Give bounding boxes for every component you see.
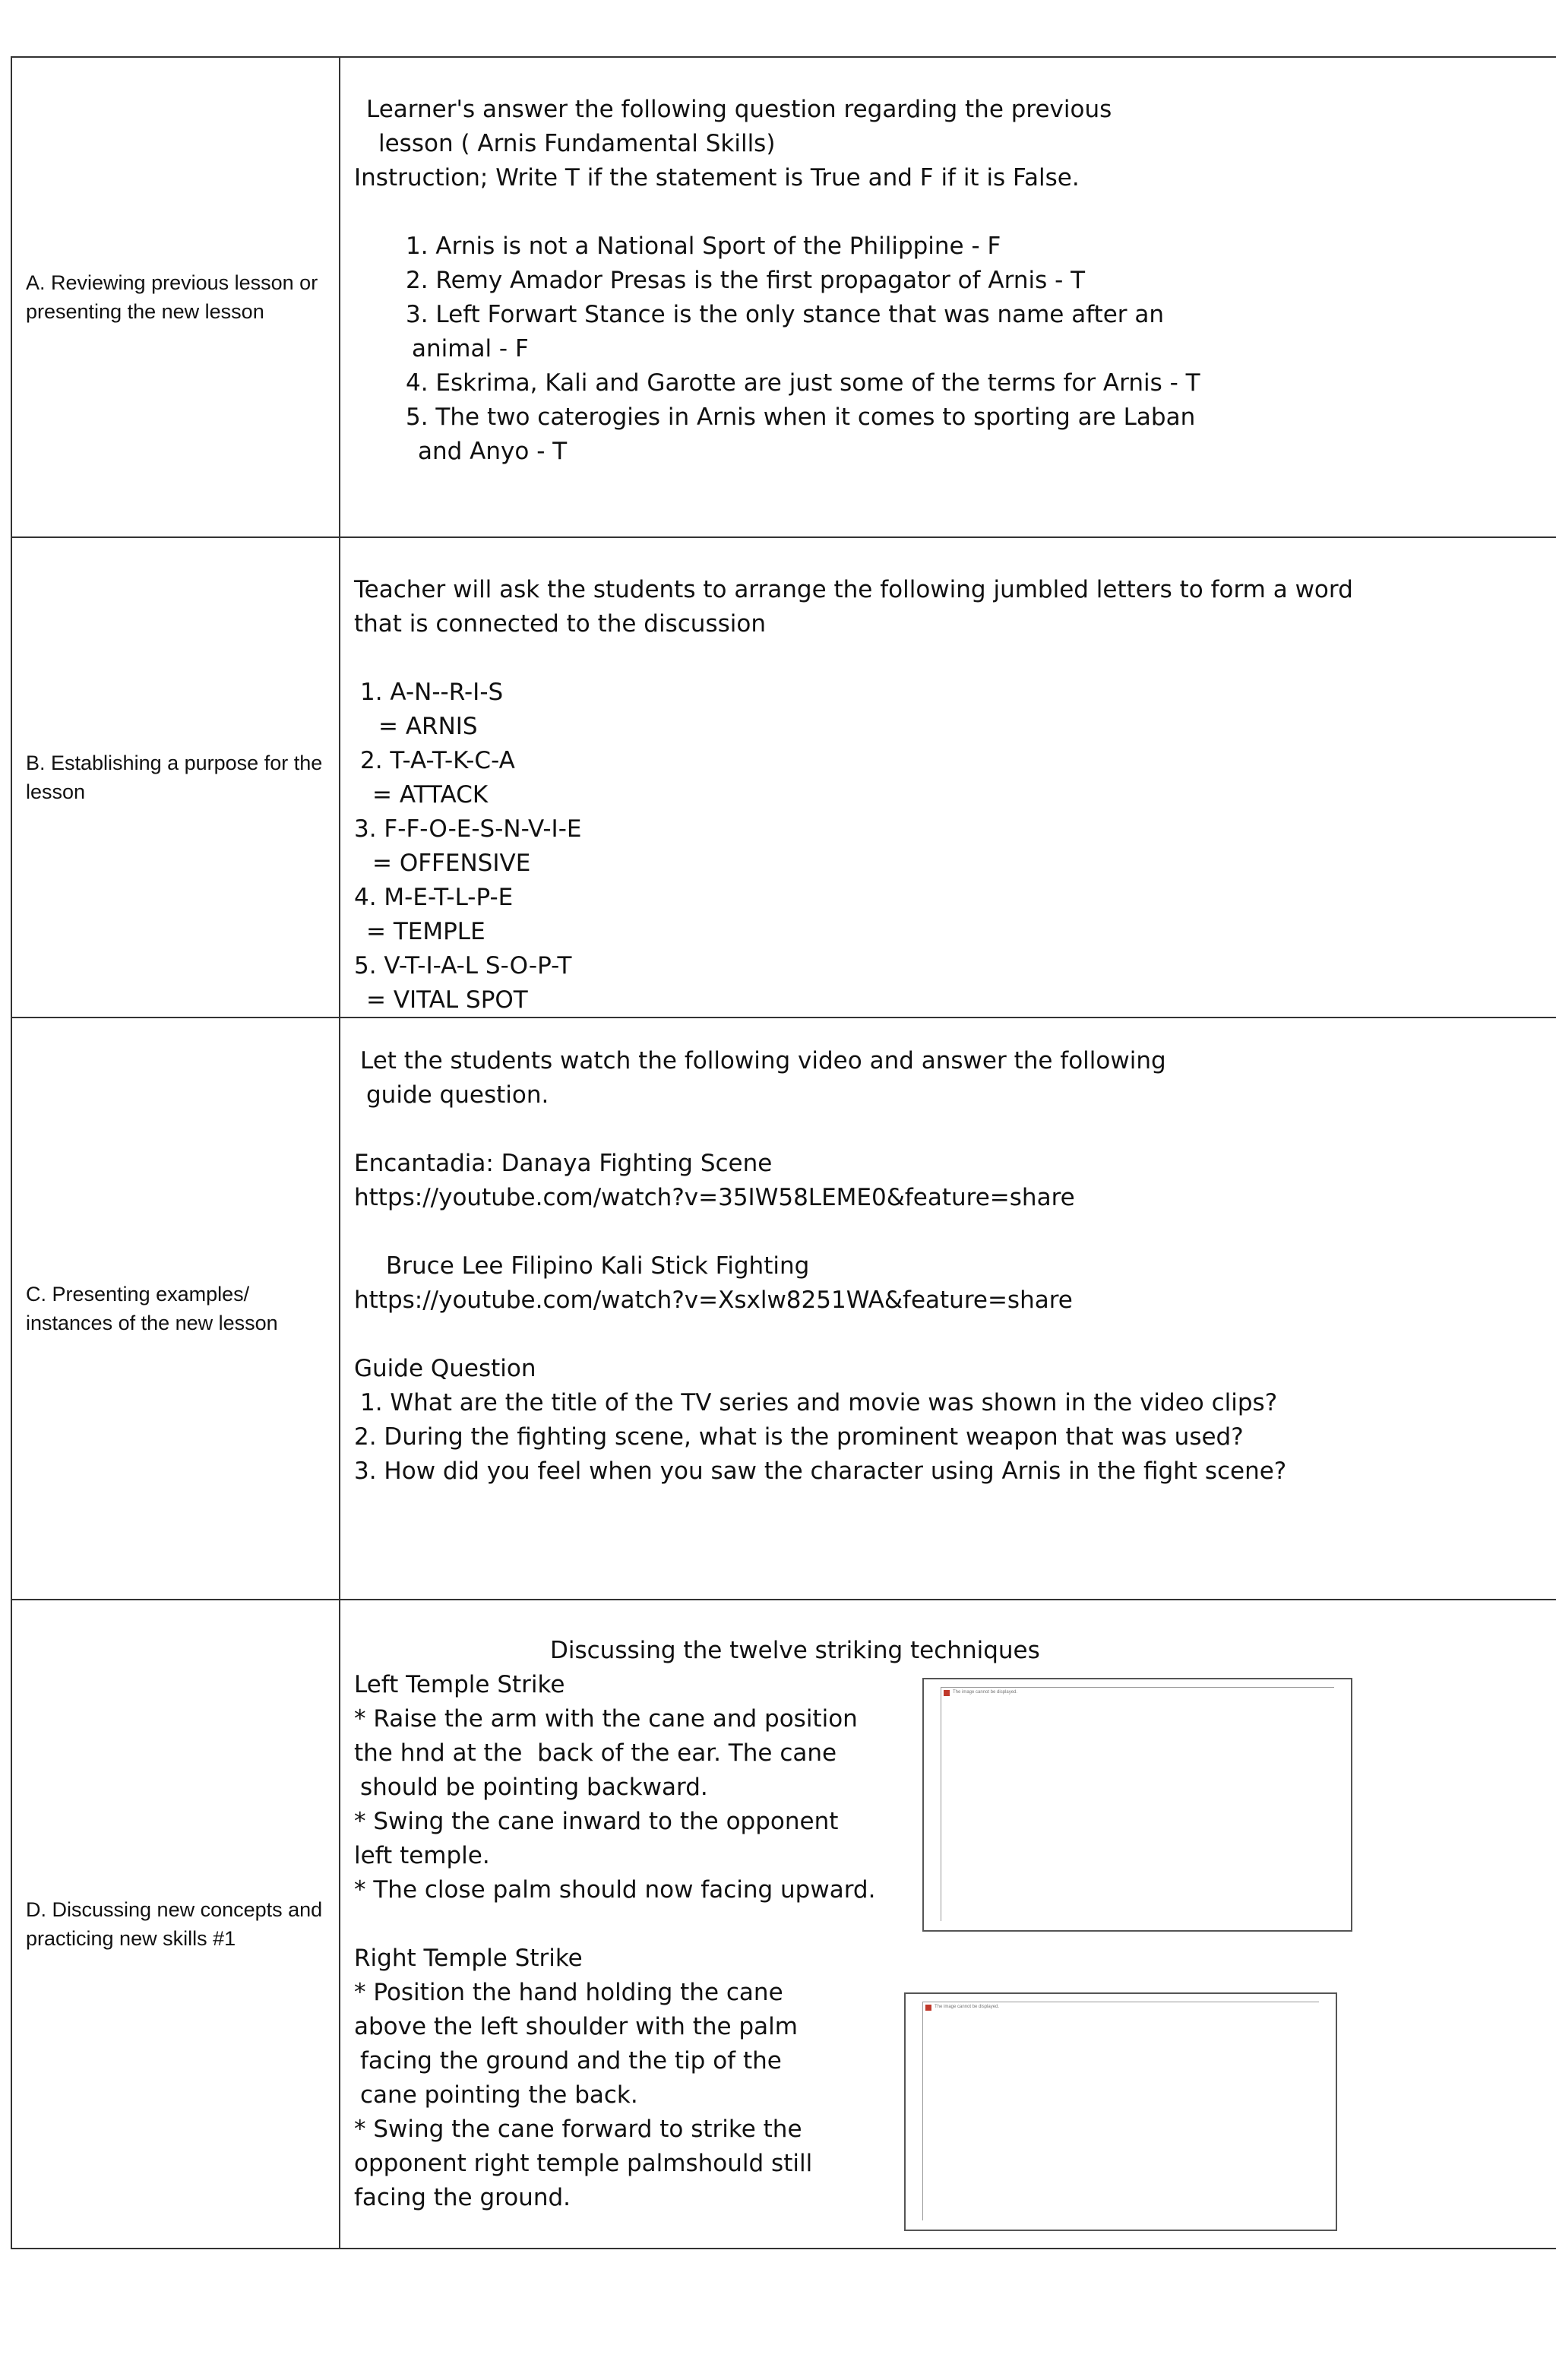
row-label: D. Discussing new concepts and practicing new skills #1: [12, 1600, 340, 2248]
text-line: Learner's answer the following question regarding the previous: [366, 96, 1112, 123]
guide-question: 1. What are the title of the TV series and movie was shown in the video clips?: [360, 1389, 1278, 1416]
row-label: A. Reviewing previous lesson or presenting the new lesson: [12, 58, 340, 536]
text-line: Teacher will ask the students to arrange the following jumbled letters to form a word: [354, 576, 1353, 603]
lesson-plan-table: [11, 56, 1556, 2249]
row-content: [340, 538, 1556, 1017]
guide-question: 3. How did you feel when you saw the character using Arnis in the fight scene?: [354, 1457, 1287, 1485]
row-content: [340, 1600, 1556, 2248]
question-item: 3. Left Forwart Stance is the only stance that was name after an: [406, 301, 1165, 328]
jumbled-word: 2. T-A-T-K-C-A: [360, 747, 515, 774]
question-item: 2. Remy Amador Presas is the first propagator of Arnis - T: [406, 267, 1086, 294]
jumbled-answer: = ATTACK: [372, 781, 489, 809]
jumbled-answer: = OFFENSIVE: [372, 850, 531, 877]
technique-title: Right Temple Strike: [354, 1945, 583, 1972]
technique-step: * Position the hand holding the cane: [354, 1979, 783, 2006]
video-title: Encantadia: Danaya Fighting Scene: [354, 1150, 773, 1177]
image-border-line: [941, 1687, 1334, 1688]
technique-step: * Raise the arm with the cane and position: [354, 1705, 858, 1733]
technique-step: left temple.: [354, 1842, 490, 1869]
left-temple-strike-image: [922, 1678, 1352, 1932]
video-link[interactable]: https://youtube.com/watch?v=35IW58LEME0&feature=share: [354, 1184, 1075, 1211]
technique-step: cane pointing the back.: [360, 2081, 638, 2109]
broken-image-icon: [925, 2005, 931, 2011]
technique-step: * The close palm should now facing upward.: [354, 1876, 876, 1904]
section-heading: Discussing the twelve striking techniques: [550, 1637, 1040, 1664]
jumbled-word: 3. F-F-O-E-S-N-V-I-E: [354, 815, 582, 843]
image-caption: The image cannot be displayed.: [935, 2005, 1000, 2009]
technique-step: should be pointing backward.: [360, 1774, 708, 1801]
row-presenting-examples: [11, 1018, 1556, 1600]
row-label: C. Presenting examples/ instances of the new lesson: [12, 1018, 340, 1599]
text-line: Let the students watch the following video and answer the following: [360, 1047, 1166, 1074]
broken-image-icon: [944, 1690, 950, 1696]
instruction-line: Instruction; Write T if the statement is True and F if it is False.: [354, 164, 1080, 191]
question-item: 1. Arnis is not a National Sport of the Philippine - F: [406, 233, 1001, 260]
jumbled-answer: = TEMPLE: [366, 918, 485, 945]
row-content: [340, 58, 1556, 536]
video-title: Bruce Lee Filipino Kali Stick Fighting: [386, 1252, 810, 1280]
guide-question: 2. During the fighting scene, what is the prominent weapon that was used?: [354, 1423, 1244, 1451]
jumbled-word: 5. V-T-I-A-L S-O-P-T: [354, 952, 572, 980]
image-caption: The image cannot be displayed.: [953, 1690, 1018, 1695]
technique-step: above the left shoulder with the palm: [354, 2013, 798, 2040]
row-discussing-new-concepts: [11, 1600, 1556, 2249]
question-item: and Anyo - T: [418, 438, 568, 465]
question-item: 5. The two caterogies in Arnis when it comes to sporting are Laban: [406, 404, 1196, 431]
guide-question-heading: Guide Question: [354, 1355, 536, 1382]
jumbled-word: 1. A-N--R-I-S: [360, 679, 504, 706]
row-content: [340, 1018, 1556, 1599]
row-label: B. Establishing a purpose for the lesson: [12, 538, 340, 1017]
video-link[interactable]: https://youtube.com/watch?v=Xsxlw8251WA&feature=share: [354, 1287, 1073, 1314]
technique-step: facing the ground and the tip of the: [360, 2047, 782, 2075]
row-establishing-purpose: [11, 538, 1556, 1018]
image-border-line: [922, 2002, 923, 2220]
technique-step: opponent right temple palmshould still: [354, 2150, 813, 2177]
technique-step: * Swing the cane forward to strike the: [354, 2116, 802, 2143]
question-item: 4. Eskrima, Kali and Garotte are just some of the terms for Arnis - T: [406, 369, 1200, 397]
text-line: lesson ( Arnis Fundamental Skills): [378, 130, 776, 157]
jumbled-answer: = VITAL SPOT: [366, 986, 528, 1014]
technique-step: facing the ground.: [354, 2184, 571, 2211]
text-line: that is connected to the discussion: [354, 610, 766, 638]
technique-step: * Swing the cane inward to the opponent: [354, 1808, 839, 1835]
row-reviewing-previous-lesson: [11, 58, 1556, 538]
text-line: guide question.: [366, 1081, 549, 1109]
technique-title: Left Temple Strike: [354, 1671, 565, 1698]
jumbled-answer: = ARNIS: [378, 713, 478, 740]
right-temple-strike-image: [904, 1992, 1337, 2231]
jumbled-word: 4. M-E-T-L-P-E: [354, 884, 514, 911]
technique-step: the hnd at the back of the ear. The cane: [354, 1739, 837, 1767]
question-item: animal - F: [412, 335, 529, 362]
